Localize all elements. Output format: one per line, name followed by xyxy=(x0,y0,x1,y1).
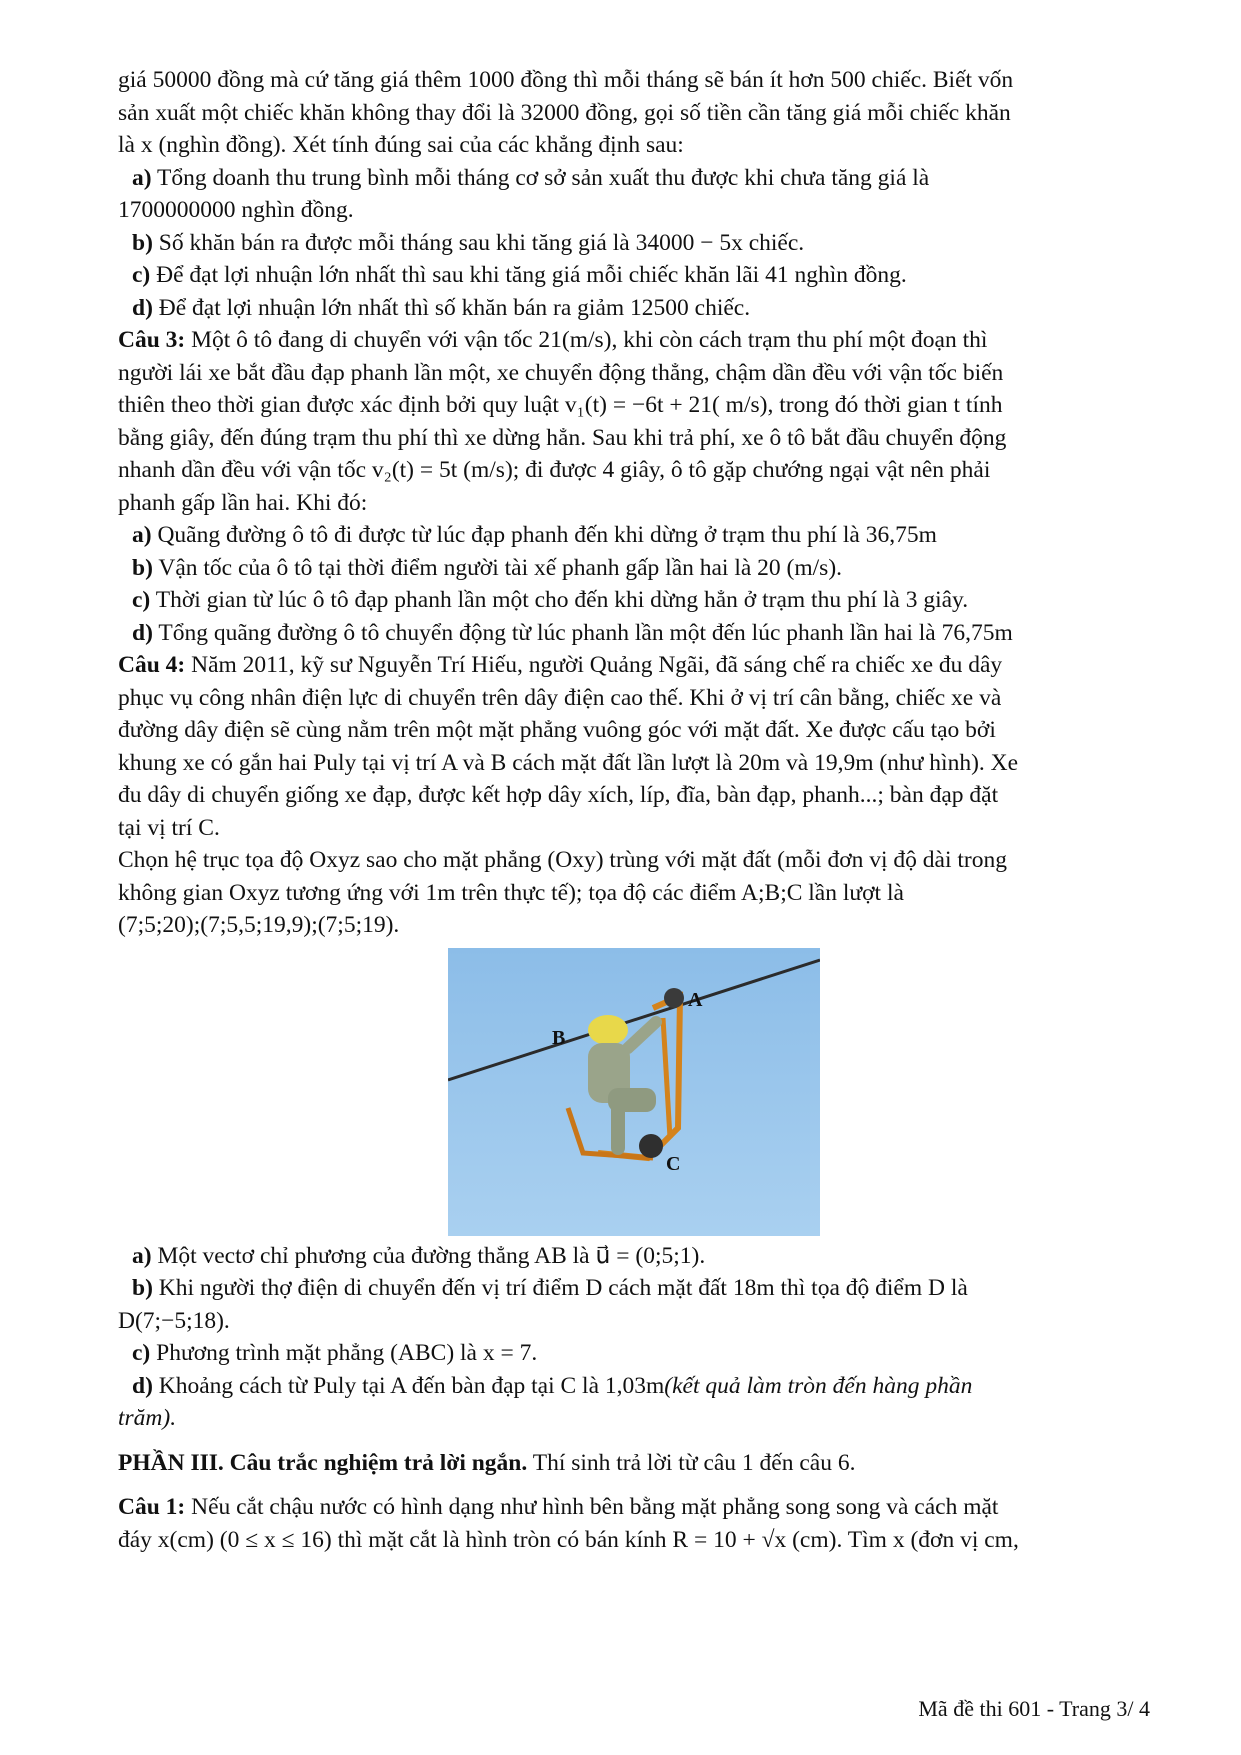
q2-option-d: d) Để đạt lợi nhuận lớn nhất thì số khăn bán ra giảm 12500 chiếc. xyxy=(132,294,751,321)
cable-car-photo xyxy=(448,948,820,1236)
q4-stem: Câu 4: Năm 2011, kỹ sư Nguyễn Trí Hiếu, người Quảng Ngãi, đã sáng chế ra chiếc xe đu dây xyxy=(118,652,1003,678)
q4-stem-line: Chọn hệ trục tọa độ Oxyz sao cho mặt phẳng (Oxy) trùng với mặt đất (mỗi đơn vị độ dài trong xyxy=(118,847,1007,873)
q4-stem-line: đu dây di chuyển giống xe đạp, được kết hợp dây xích, líp, đĩa, bàn đạp, phanh...; bàn đạp đặt xyxy=(118,782,999,808)
q3-option-c: c) Thời gian từ lúc ô tô đạp phanh lần một cho đến khi dừng hẳn ở trạm thu phí là 3 giây. xyxy=(132,587,969,613)
part3-q1-stem-line: đáy x(cm) (0 ≤ x ≤ 16) thì mặt cắt là hình tròn có bán kính R = 10 + √x (cm). Tìm x (đơn vị cm, xyxy=(118,1526,1019,1553)
q4-option-a: a) Một vectơ chỉ phương của đường thẳng AB là u⃗ = (0;5;1). xyxy=(132,1242,706,1269)
exam-page xyxy=(118,64,1150,1721)
q3-stem-line: người lái xe bắt đầu đạp phanh lần một, xe chuyển động thẳng, chậm dần đều với vận tốc biến xyxy=(118,359,1004,386)
q3-stem-line: nhanh dần đều với vận tốc v₂(t) = 5t (m/s); đi được 4 giây, ô tô gặp chướng ngại vật nên phải xyxy=(118,457,991,483)
q3-stem-line: thiên theo thời gian được xác định bởi quy luật v₁(t) = −6t + 21( m/s), trong đó thời gian t tính xyxy=(118,392,1003,418)
fig-label-b: B xyxy=(552,1026,566,1049)
q3-option-b: b) Vận tốc của ô tô tại thời điểm người tài xế phanh gấp lần hai là 20 (m/s). xyxy=(132,554,843,581)
intro-line: là x (nghìn đồng). Xét tính đúng sai của các khẳng định sau: xyxy=(118,132,684,158)
q2-option-b: b) Số khăn bán ra được mỗi tháng sau khi tăng giá là 34000 − 5x chiếc. xyxy=(132,229,805,256)
q3-option-a: a) Quãng đường ô tô đi được từ lúc đạp phanh đến khi dừng ở trạm thu phí là 36,75m xyxy=(132,522,937,548)
q4-option-d: d) Khoảng cách từ Puly tại A đến bàn đạp tại C là 1,03m(kết quả làm tròn đến hàng phần xyxy=(132,1372,973,1399)
q3-stem-line: bằng giây, đến đúng trạm thu phí thì xe dừng hẳn. Sau khi trả phí, xe ô tô bắt đầu chuyển động xyxy=(118,424,1007,451)
q4-option-b: b) Khi người thợ điện di chuyển đến vị trí điểm D cách mặt đất 18m thì tọa độ điểm D là xyxy=(132,1275,968,1301)
q3-stem-line: phanh gấp lần hai. Khi đó: xyxy=(118,489,368,516)
q4-stem-line: khung xe có gắn hai Puly tại vị trí A và B cách mặt đất lần lượt là 20m và 19,9m (như hình). Xe xyxy=(118,749,1019,776)
part3-heading: PHẦN III. Câu trắc nghiệm trả lời ngắn. Thí sinh trả lời từ câu 1 đến câu 6. xyxy=(118,1449,856,1476)
part3-q1-stem: Câu 1: Nếu cắt chậu nước có hình dạng như hình bên bằng mặt phẳng song song và cách mặt xyxy=(118,1494,999,1520)
q4-option-d-cont: trăm). xyxy=(118,1405,177,1431)
intro-line: sản xuất một chiếc khăn không thay đổi là 32000 đồng, gọi số tiền cần tăng giá mỗi chiếc khăn xyxy=(118,99,1011,126)
q4-stem-line: không gian Oxyz tương ứng với 1m trên thực tế); tọa độ các điểm A;B;C lần lượt là xyxy=(118,879,904,906)
q2-option-a-cont: 1700000000 nghìn đồng. xyxy=(118,197,354,223)
q3-option-d: d) Tổng quãng đường ô tô chuyển động từ lúc phanh lần một đến lúc phanh lần hai là 76,75m xyxy=(132,619,1013,646)
q2-option-a: a) Tổng doanh thu trung bình mỗi tháng cơ sở sản xuất thu được khi chưa tăng giá là xyxy=(132,164,930,191)
q4-option-c: c) Phương trình mặt phẳng (ABC) là x = 7. xyxy=(132,1340,538,1366)
q4-stem-line: tại vị trí C. xyxy=(118,814,220,841)
page-footer: Mã đề thi 601 - Trang 3/ 4 xyxy=(918,1696,1150,1721)
fig-label-a: A xyxy=(688,988,703,1011)
q3-stem: Câu 3: Một ô tô đang di chuyển với vận tốc 21(m/s), khi còn cách trạm thu phí một đoạn thì xyxy=(118,327,988,353)
q2-option-c: c) Để đạt lợi nhuận lớn nhất thì sau khi tăng giá mỗi chiếc khăn lãi 41 nghìn đồng. xyxy=(132,262,907,288)
q4-coordinates: (7;5;20);(7;5,5;19,9);(7;5;19). xyxy=(118,912,400,938)
q4-stem-line: đường dây điện sẽ cùng nằm trên một mặt phẳng vuông góc với mặt đất. Xe được cấu tạo bởi xyxy=(118,717,996,743)
q4-stem-line: phục vụ công nhân điện lực di chuyển trên dây điện cao thế. Khi ở vị trí cân bằng, chiếc xe và xyxy=(118,684,1002,711)
fig-label-c: C xyxy=(666,1152,681,1175)
cable-car-figure xyxy=(448,948,820,1236)
intro-line: giá 50000 đồng mà cứ tăng giá thêm 1000 đồng thì mỗi tháng sẽ bán ít hơn 500 chiếc. Biết vốn xyxy=(118,67,1014,93)
q4-option-b-cont: D(7;−5;18). xyxy=(118,1307,230,1334)
